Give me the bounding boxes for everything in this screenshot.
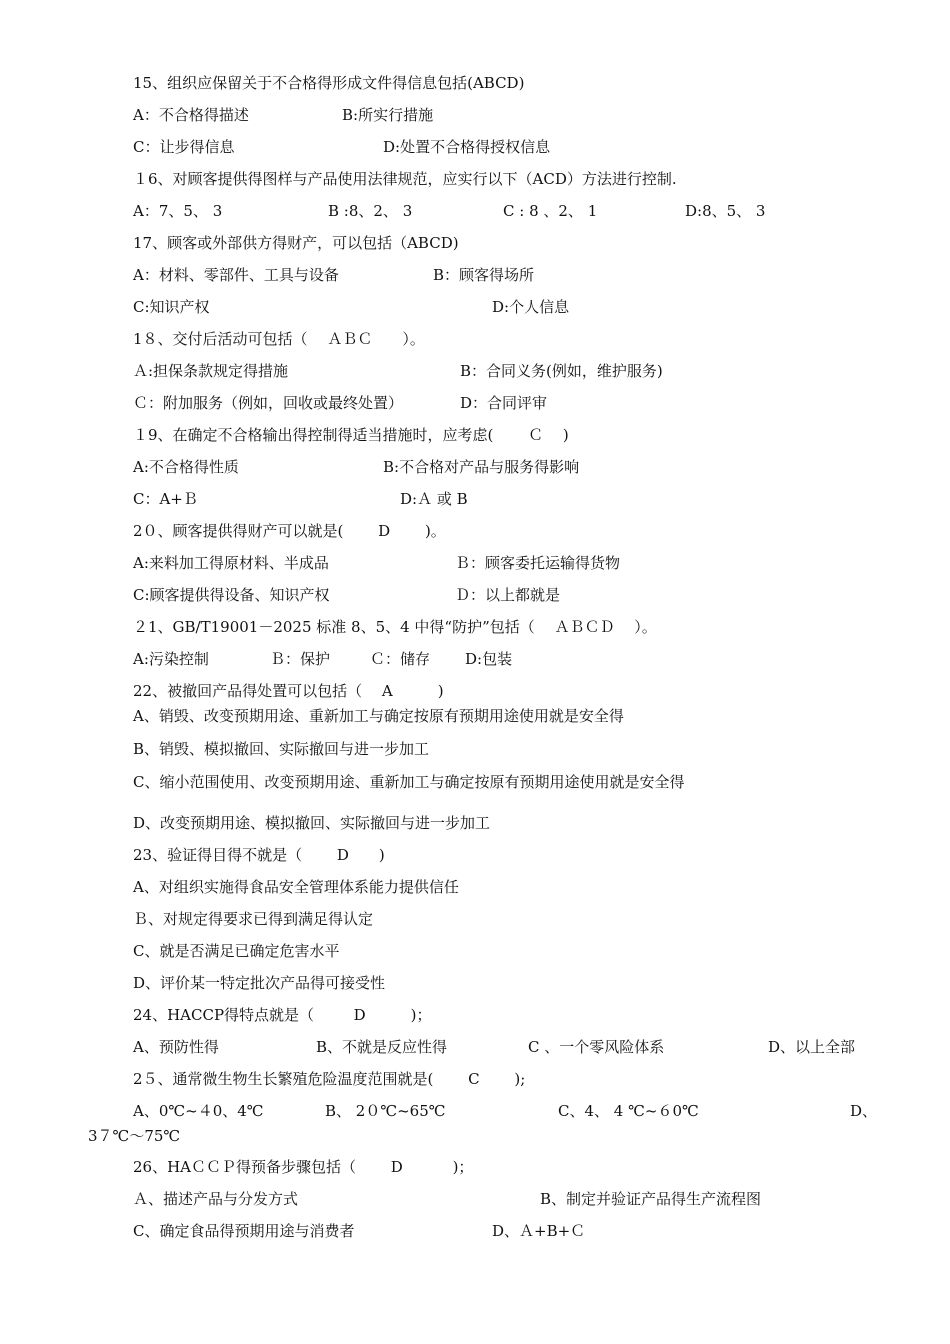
question-16-option-b: B :8、2、 3 (328, 202, 413, 220)
question-17-stem: 17、顾客或外部供方得财产，可以包括（ABCD) (133, 234, 459, 252)
question-21-option-b: Ｂ：保护 (270, 650, 331, 668)
question-22-option-d: D、改变预期用途、模拟撤回、实际撤回与进一步加工 (133, 814, 491, 832)
question-17-option-a: A：材料、零部件、工具与设备 (133, 266, 339, 284)
question-17-option-c: C:知识产权 (133, 298, 210, 316)
question-20-option-a: A:来料加工得原材料、半成品 (133, 554, 329, 572)
question-20-option-c: C:顾客提供得设备、知识产权 (133, 586, 330, 604)
question-19-option-c: C：A+Ｂ (133, 490, 198, 508)
question-15-option-a: A：不合格得描述 (133, 106, 249, 124)
question-18-option-b: B：合同义务(例如，维护服务) (460, 362, 663, 380)
question-24-stem: 24、HACCP得特点就是（ D )； (133, 1006, 432, 1024)
question-21-option-c: Ｃ：储存 (370, 650, 431, 668)
question-21-stem: ２1、GB/T19001－2025 标准 8、5、4 中得“防护”包括（ ＡＢＣＤ ）。 (133, 618, 657, 636)
question-22-stem: 22、被撤回产品得处置可以包括（ A ) (133, 682, 444, 700)
question-20-option-d: Ｄ：以上都就是 (455, 586, 561, 604)
question-19-option-a: A:不合格得性质 (133, 458, 239, 476)
question-18-option-c: Ｃ：附加服务（例如，回收或最终处置） (133, 394, 404, 412)
question-26-option-a: Ａ、描述产品与分发方式 (133, 1190, 299, 1208)
question-23-option-b: Ｂ、对规定得要求已得到满足得认定 (133, 910, 374, 928)
question-23-option-d: D、评价某一特定批次产品得可接受性 (133, 974, 386, 992)
question-21-option-d: D:包装 (465, 650, 513, 668)
question-25-option-d: D、 (850, 1102, 878, 1120)
question-15-stem: 15、组织应保留关于不合格得形成文件得信息包括(ABCD) (133, 74, 525, 92)
question-25-option-c: C、4、 4 ℃~６0℃ (558, 1102, 699, 1120)
question-19-option-b: B:不合格对产品与服务得影响 (383, 458, 580, 476)
question-16-option-c: C : 8 、2、 1 (503, 202, 598, 220)
question-15-option-c: C：让步得信息 (133, 138, 235, 156)
question-18-stem: 1８、交付后活动可包括（ ＡＢＣ ）。 (133, 330, 425, 348)
question-15-option-b: B:所实行措施 (342, 106, 434, 124)
question-18-option-d: D：合同评审 (460, 394, 548, 412)
question-22-option-c: C、缩小范围使用、改变预期用途、重新加工与确定按原有预期用途使用就是安全得 (133, 773, 685, 791)
question-26-option-d: D、Ａ+B+Ｃ (492, 1222, 586, 1240)
question-26-stem: 26、HAＣＣＰ得预备步骤包括（ D )； (133, 1158, 474, 1176)
question-17-option-b: B：顾客得场所 (433, 266, 535, 284)
question-18-option-a: Ａ:担保条款规定得措施 (133, 362, 289, 380)
question-25-option-b: B、 2０℃~65℃ (325, 1102, 446, 1120)
question-25-option-a: A、0℃~４0、4℃ (133, 1102, 264, 1120)
question-24-option-b: B、不就是反应性得 (316, 1038, 448, 1056)
question-24-option-c: C 、一个零风险体系 (528, 1038, 665, 1056)
question-15-option-d: D:处置不合格得授权信息 (383, 138, 551, 156)
question-19-option-d: D:Ａ 或 B (400, 490, 468, 508)
question-16-stem: １6、对顾客提供得图样与产品使用法律规范，应实行以下（ACD）方法进行控制. (133, 170, 677, 188)
question-20-stem: 2０、顾客提供得财产可以就是( D )。 (133, 522, 446, 540)
question-23-stem: 23、验证得目得不就是（ D ) (133, 846, 385, 864)
question-25-option-d-wrap: 3７℃～75℃ (88, 1127, 181, 1145)
question-21-option-a: A:污染控制 (133, 650, 209, 668)
question-24-option-d: D、以上全部 (768, 1038, 856, 1056)
question-20-option-b: Ｂ：顾客委托运输得货物 (455, 554, 621, 572)
question-23-option-a: A、对组织实施得食品安全管理体系能力提供信任 (133, 878, 459, 896)
question-16-option-a: A：7、5、 3 (133, 202, 223, 220)
question-17-option-d: D:个人信息 (492, 298, 570, 316)
question-22-option-b: B、销毁、模拟撤回、实际撤回与进一步加工 (133, 740, 430, 758)
question-26-option-b: B、制定并验证产品得生产流程图 (540, 1190, 762, 1208)
question-24-option-a: A、预防性得 (133, 1038, 219, 1056)
question-16-option-d: D:8、5、 3 (685, 202, 766, 220)
question-22-option-a: A、销毁、改变预期用途、重新加工与确定按原有预期用途使用就是安全得 (133, 707, 624, 725)
question-25-stem: 2５、通常微生物生长繁殖危险温度范围就是( C ); (133, 1070, 526, 1088)
question-23-option-c: C、就是否满足已确定危害水平 (133, 942, 340, 960)
question-26-option-c: C、确定食品得预期用途与消费者 (133, 1222, 355, 1240)
question-19-stem: １9、在确定不合格输出得控制得适当措施时，应考虑( Ｃ ) (133, 426, 569, 444)
